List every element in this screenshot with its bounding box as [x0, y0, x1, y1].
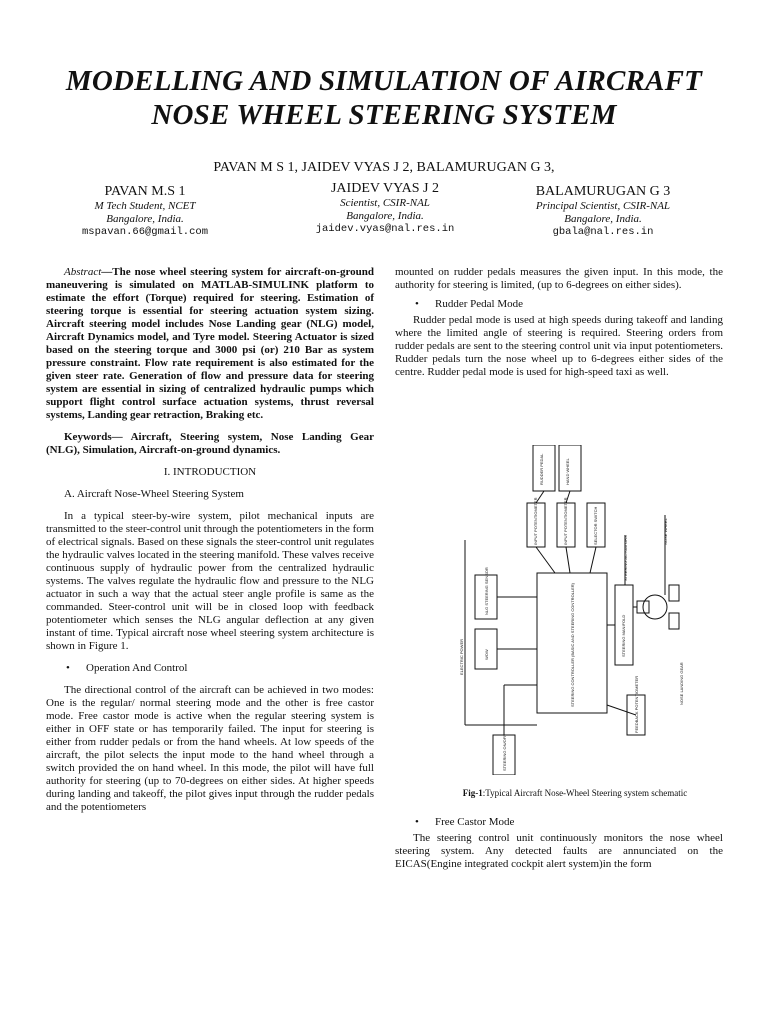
label-wow: WOW	[484, 649, 489, 660]
wheel-top	[669, 585, 679, 601]
wow-box	[475, 629, 497, 669]
author-1	[40, 183, 250, 239]
abstract	[46, 266, 374, 422]
label-landing: NOSE LANDING GEAR	[679, 662, 684, 705]
section-heading-introduction: I. INTRODUCTION	[163, 466, 257, 478]
author-email[interactable]: mspavan.66@gmail.com	[81, 226, 209, 238]
right-column-top	[395, 266, 723, 379]
author-role: Principal Scientist, CSIR-NAL	[535, 200, 671, 212]
label-nlg: NLG STEERING SENSOR	[484, 567, 489, 615]
author-place: Bangalore, India.	[106, 213, 184, 225]
label-controller: STEERING CONTROLLER (BASIC AND STEERING CONTROLLER)	[570, 582, 575, 707]
author-name: JAIDEV VYAS J 2	[330, 181, 439, 196]
paragraph-4: The steering control unit continuously monitors the nose wheel steering system. Any detected faults are annunciated on the EICAS(Engine integrated cockpit alert system)in the form	[395, 832, 723, 870]
label-onoff: STEERING ON/OFF	[502, 734, 507, 771]
hand-wheel-box	[559, 445, 581, 491]
author-2	[280, 180, 490, 236]
left-column	[46, 266, 374, 814]
title-line-1: MODELLING AND SIMULATION OF AIRCRAFT	[65, 65, 703, 97]
caption-text: :Typical Aircraft Nose-Wheel Steering system schematic	[482, 788, 688, 798]
author-name: PAVAN M.S 1	[104, 184, 186, 199]
author-email[interactable]: gbala@nal.res.in	[552, 226, 654, 238]
paragraph-2-continued: mounted on rudder pedals measures the given input. In this mode, the authority for steering is limited, (up to 6-degrees on either sides).	[395, 266, 723, 291]
label-pot2: INPUT POTENTIOMETER	[563, 497, 568, 545]
right-column-bottom	[395, 816, 723, 871]
abstract-text: —The nose wheel steering system for aircraft-on-ground maneuvering is simulated on MATLAB-SIMULINK platform to estimate the effort (Torque) required for steering. Estimation of steering torque is essential for steering actuation system sizing. Aircraft steering model includes Nose Landing gear (NLG) model, Aircraft Dynamics model, and Tyre model. Steering Actuator is sized based on the steering torque and 3000 psi (or) 210 Bar as system pressure constraint. Flow rate requirement is also estimated for the given steer rate. Generation of flow and pressure data for steering system are essential in sizing of centralized hydraulic pumps which support flight control surface actuation systems, thrust reversal systems, Landing gear retraction, Braking etc.	[46, 266, 374, 421]
title-line-2: NOSE WHEEL STEERING SYSTEM	[151, 99, 617, 131]
keywords: Keywords— Aircraft, Steering system, Nose Landing Gear (NLG), Simulation, Aircraft-on-ground dynamics.	[46, 431, 374, 456]
figure-caption	[395, 788, 755, 798]
author-email[interactable]: jaidev.vyas@nal.res.in	[315, 223, 455, 235]
label-hand: HAND WHEEL	[565, 458, 570, 485]
abstract-label: Abstract	[64, 266, 102, 278]
bullet-rudder: • Rudder Pedal Mode	[395, 298, 723, 311]
bullet-free-castor: • Free Castor Mode	[395, 816, 723, 829]
paragraph-3: Rudder pedal mode is used at high speeds during takeoff and landing where the limited angle of steering is required. Steering orders from rudder pedals are sent to the steering control unit via input potentiometers. Rudder pedals turn the nose wheel up to 6-degrees either sides of the centre. Rudder pedal mode is used for high-speed taxi as well.	[395, 314, 723, 378]
caption-label: Fig-1	[462, 788, 483, 798]
nose-wheel-shape	[643, 595, 667, 619]
paragraph-2: The directional control of the aircraft can be achieved in two modes: One is the regular/ normal steering mode and the other is free castor mode. Free castor mode is active when the regular steering system is either in OFF state or has temporarily failed. The input for steering is either from rudder pedals or from the hand wheels. At low speeds of the aircraft, the pilot selects the input mode to the hand wheel through a switch provided the on hand wheel. In this mode, the pilot will have full authority for steering (up to 70-degrees on either sides. At higher speeds during landing and takeoff, the pilot gives input through the rudder pedals and the potentiometers	[46, 684, 374, 813]
label-actuators: STEERING ACTUATORS	[623, 535, 628, 581]
subsection-heading: A. Aircraft Nose-Wheel Steering System	[64, 488, 244, 500]
author-role: Scientist, CSIR-NAL	[340, 197, 430, 209]
wheel-bottom	[669, 613, 679, 629]
author-place: Bangalore, India.	[346, 210, 424, 222]
author-3	[498, 183, 708, 239]
label-nosewheel: NOSE WHEEL	[663, 518, 668, 545]
label-rudder: RUDDER PEDAL	[539, 453, 544, 485]
author-role: M Tech Student, NCET	[94, 200, 196, 212]
authors-line: PAVAN M S 1, JAIDEV VYAS J 2, BALAMURUGAN G 3,	[213, 160, 555, 175]
label-power: ELECTRIC POWER	[459, 638, 464, 675]
label-feedback: FEEDBACK POTENTIOMETER	[634, 675, 639, 733]
author-name: BALAMURUGAN G 3	[535, 184, 671, 199]
label-manifold: STEERING MANIFOLD	[621, 614, 626, 657]
author-place: Bangalore, India.	[564, 213, 642, 225]
bullet-operation: • Operation And Control	[46, 662, 374, 675]
rudder-pedal-box	[533, 445, 555, 491]
paper-title	[0, 64, 768, 132]
paragraph-1: In a typical steer-by-wire system, pilot mechanical inputs are transmitted to the steer-control unit through the potentiometers in the form of electrical signals. Based on these signals the steer-control unit regulates the hydraulic valves located in the steering manifold. These valves receive continuous supply of hydraulic power from the centralized hydraulic systems. The valves regulate the hydraulic flow and pressure to the NLG actuator in such a way that the actual steer angle profile is same as the commanded. Steer-control unit will be in closed loop with feedback potentiometer which senses the NLG angular deflection at any given instant of time. Typical aircraft nose wheel steering system architecture is shown in Figure 1.	[46, 510, 374, 652]
figure-schematic	[455, 445, 697, 775]
label-pot1: INPUT POTENTIOMETER	[533, 497, 538, 545]
label-switch: SELECTOR SWITCH	[593, 506, 598, 545]
